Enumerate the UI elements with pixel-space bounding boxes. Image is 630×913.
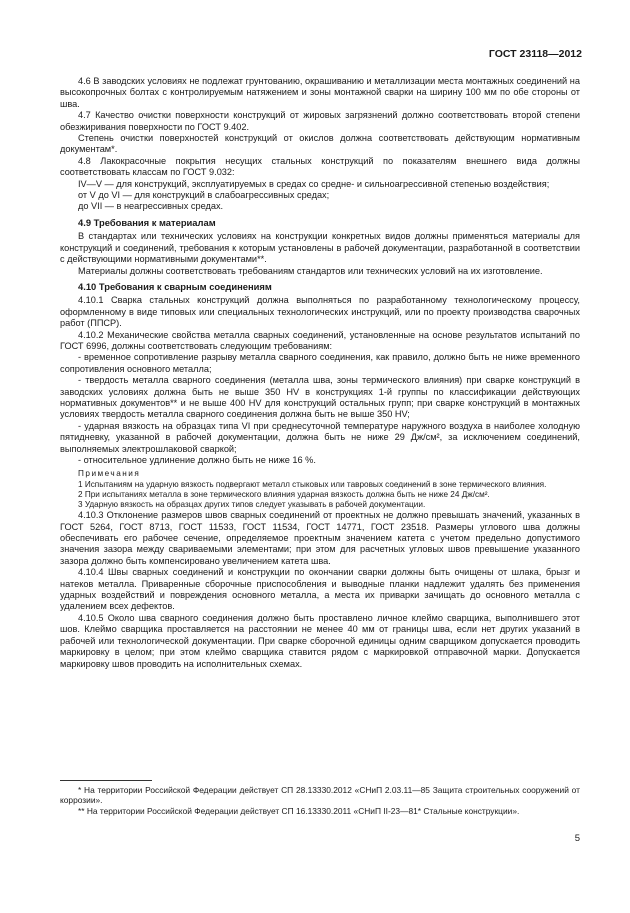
heading-4-9: 4.9 Требования к материалам xyxy=(78,216,216,228)
notes-title: Примечания xyxy=(78,469,141,479)
paragraph-4-8-class-iv-v: IV—V — для конструкций, эксплуатируемых в средах со средне- и сильноагрессивной степенью воздействия; xyxy=(78,178,550,189)
paragraph-4-7-oxides: Степень очистки поверхностей конструкций от окислов должна соответствовать действующим нормативным документам*. xyxy=(60,133,580,155)
note-3: 3 Ударную вязкость на образцах других типов следует указывать в рабочей документации. xyxy=(78,500,426,510)
note-2: 2 При испытаниях металла в зоне термического влияния ударная вязкость должна быть не ниже 24 Дж/см². xyxy=(78,489,490,499)
paragraph-4-9-materials: В стандартах или технических условиях на конструкции конкретных видов должны применяться материалы для конструкций и соединений, требования к которым установлены в рабочей документации, разработанной в соответствии с действующими нормативными документами**. xyxy=(60,231,580,265)
notes-block xyxy=(60,469,580,510)
paragraph-4-8: 4.8 Лакокрасочные покрытия несущих стальных конструкций по показателям внешнего вида должны соответствовать классам по ГОСТ 9.032: xyxy=(60,155,580,178)
paragraph-4-8-class-vii: до VII — в неагрессивных средах. xyxy=(78,201,224,212)
paragraph-4-10-4: 4.10.4 Швы сварных соединений и конструкции по окончании сварки должны быть очищены от шлака, брызг и натеков металла. Приваренные сборочные приспособления и выводные планки надлежит удалять без применения ударных воздействий и повреждения основного металла, а места их приварки зачищать до основного металла с удалением всех дефектов. xyxy=(60,567,580,612)
note-1: 1 Испытаниям на ударную вязкость подвергают металл стыковых или тавровых соединений в зоне термического влияния. xyxy=(78,479,547,489)
paragraph-4-10-1: 4.10.1 Сварка стальных конструкций должна выполняться по разработанному технологическому процессу, оформленному в виде типовых или специальных технологических инструкций, или по проекту производства сварочных работ (ППСР). xyxy=(60,295,580,329)
main-text xyxy=(60,76,580,670)
heading-4-10: 4.10 Требования к сварным соединениям xyxy=(78,280,272,292)
paragraph-4-10-5: 4.10.5 Около шва сварного соединения должно быть проставлено личное клеймо сварщика, выполнившего этот шов. Клеймо сварщика проставляется на расстоянии не менее 40 мм от границы шва, если нет других указаний в рабочей или технологической документации. При сварке сборочной единицы одним сварщиком допускается проводить маркировку в целом; при этом клеймо сварщика ставится рядом с маркировкой отправочной марки. Допускается маркировку швов проводить на исполнительных схемах. xyxy=(60,612,580,669)
paragraph-4-9-standards: Материалы должны соответствовать требованиям стандартов или технических условий на их изготовление. xyxy=(78,265,543,276)
paragraph-4-6: 4.6 В заводских условиях не подлежат грунтованию, окрашиванию и металлизации места монтажных соединений на высокопрочных болтах с контролируемым натяжением и зоны монтажной сварки на ширину 100 мм по обе стороны от шва. xyxy=(60,76,580,109)
paragraph-4-10-2-elongation: - относительное удлинение должно быть не ниже 16 %. xyxy=(78,455,316,465)
paragraph-4-10-3: 4.10.3 Отклонение размеров швов сварных соединений от проектных не должно превышать значений, указанных в ГОСТ 5264, ГОСТ 8713, ГОСТ 11533, ГОСТ 11534, ГОСТ 14771, ГОСТ 23518. Размеры углового шва должны обеспечивать его рабочее сечение, определяемое проектным значением катета с учетом предельно допустимого значения зазора между свариваемыми элементами; при этом для расчетных угловых швов превышение указанного зазора должно быть компенсировано увеличением катета шва. xyxy=(60,510,580,566)
paragraph-4-10-2: 4.10.2 Механические свойства металла сварных соединений, установленные на основе результатов испытаний по ГОСТ 6996, должны соответствовать следующим требованиям: xyxy=(60,329,580,351)
paragraph-4-10-2-tensile: - временное сопротивление разрыву металла сварного соединения, как правило, должно быть не ниже временного сопротивления основного металла; xyxy=(60,352,580,374)
document-code-header: ГОСТ 23118—2012 xyxy=(488,48,582,60)
page-number: 5 xyxy=(574,833,580,844)
paragraph-4-10-2-hardness: - твердость металла сварного соединения (металла шва, зоны термического влияния) при сварке конструкций в заводских условиях должна быть не выше 350 HV в конструкциях 1-й группы по классификации действующих нормативных документов** и не выше 400 HV для конструкций остальных групп; при сварке конструкций в монтажных условиях твердость металла сварного соединения должна быть не выше 350 HV; xyxy=(60,375,580,420)
footnotes xyxy=(60,785,580,816)
paragraph-4-10-2-impact: - ударная вязкость на образцах типа VI при среднесуточной температуре наружного воздуха в наиболее холодную пятидневку, указанной в рабочей документации, должна быть не ниже 29 Дж/см², за исключением соединений, выполняемых электрошлаковой сваркой; xyxy=(60,420,580,454)
paragraph-4-7: 4.7 Качество очистки поверхности конструкций от жировых загрязнений должно соответствовать второй степени обезжиривания поверхности по ГОСТ 9.402. xyxy=(60,110,580,132)
footnote-separator xyxy=(60,780,152,781)
paragraph-4-8-class-v-vi: от V до VI — для конструкций в слабоагрессивных средах; xyxy=(78,190,330,201)
footnote-1: * На территории Российской Федерации действует СП 28.13330.2012 «СНиП 2.03.11—85 Защита строительных сооружений от коррозии». xyxy=(60,785,580,806)
footnote-2: ** На территории Российской Федерации действует СП 16.13330.2011 «СНиП II-23—81* Стальные конструкции». xyxy=(78,805,520,816)
